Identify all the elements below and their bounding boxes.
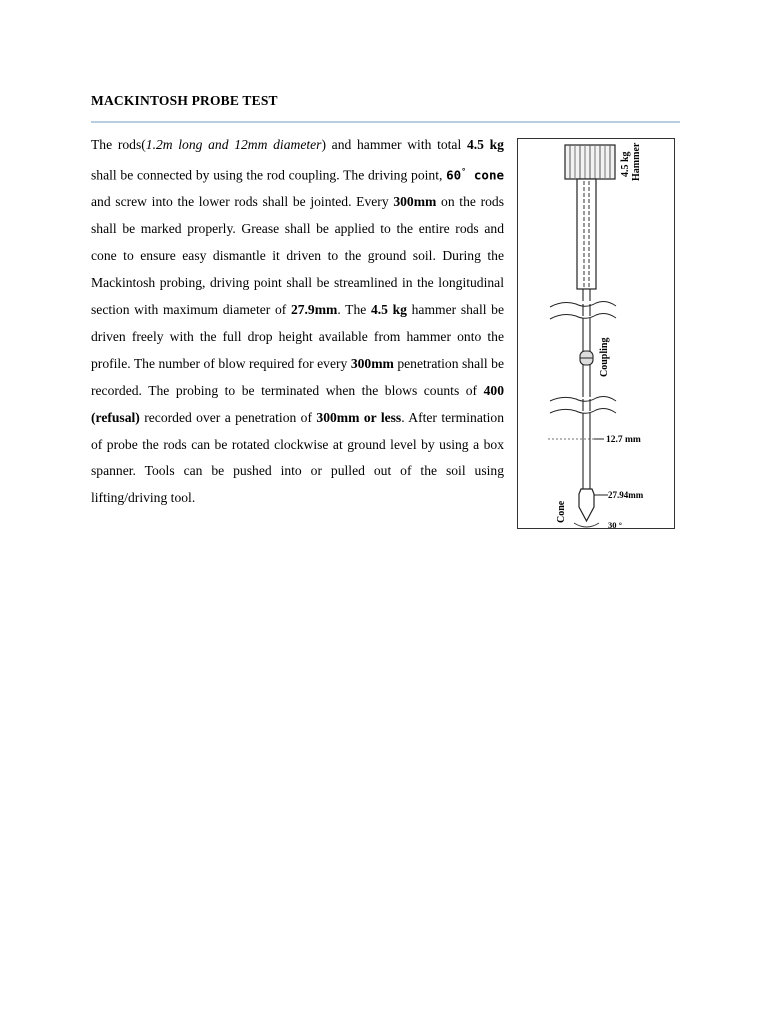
text-run: and screw into the lower rods shall be jointed. Every bbox=[91, 194, 394, 210]
probe-drawing bbox=[518, 139, 676, 530]
coupling-label: Coupling bbox=[599, 337, 610, 377]
rod-break-1 bbox=[550, 302, 616, 319]
rod-upper bbox=[583, 289, 590, 301]
text-run-bold: 60 bbox=[446, 167, 462, 183]
text-run-bold: 300mm bbox=[393, 194, 437, 210]
text-run: hammer shall be driven freely with the full drop height available from hammer onto the profile. The number of blow required for every bbox=[91, 301, 504, 371]
heading-divider bbox=[91, 121, 680, 123]
text-run-bold: 4.5 kg bbox=[370, 301, 407, 317]
rod-break-2 bbox=[550, 397, 616, 414]
cone-angle-label: 30 ° bbox=[608, 520, 623, 530]
hammer-label: Hammer bbox=[631, 142, 642, 181]
guide-tube bbox=[577, 179, 596, 289]
hammer-weight-label: 4.5 kg bbox=[620, 151, 631, 177]
text-run-bold: cone bbox=[466, 167, 504, 183]
text-run: . The bbox=[337, 301, 371, 317]
text-run-bold: 400 (refusal) bbox=[91, 382, 504, 425]
text-run: penetration shall be recorded. The probing to be terminated when the blows counts of bbox=[91, 355, 504, 398]
text-run: on the rods shall be marked properly. Grease shall be applied to the entire rods and cone to ensure easy dismantle it driven to the ground soil. During the Mackintosh probing, driving point shall be streamlined in the longitudinal section with maximum diameter of bbox=[91, 194, 504, 317]
cone-diameter-label: 27.94mm bbox=[608, 490, 644, 500]
rod-middle bbox=[580, 318, 593, 397]
text-run-bold: 27.9mm bbox=[290, 301, 338, 317]
text-run: The rods( bbox=[91, 137, 146, 152]
text-run: ) and hammer with total bbox=[321, 137, 467, 152]
rod-diameter-label: 12.7 mm bbox=[606, 435, 641, 445]
cone-label: Cone bbox=[556, 500, 567, 523]
text-run: . After termination of probe the rods can be rotated clockwise at ground level by using a box spanner. Tools can be pushed into or pulled out of the soil using lifting/driving tool. bbox=[91, 409, 505, 506]
text-run: recorded over a penetration of bbox=[139, 409, 317, 425]
probe-diagram bbox=[517, 138, 675, 529]
text-run-bold: 300mm or less bbox=[316, 409, 402, 425]
text-run-bold: 4.5 kg bbox=[466, 137, 504, 152]
rod-lower bbox=[583, 413, 590, 489]
hammer-block bbox=[565, 145, 615, 179]
body-paragraph bbox=[91, 132, 504, 512]
text-run-bold: 300mm bbox=[350, 355, 394, 371]
degree-symbol: ° bbox=[461, 166, 467, 176]
text-run: shall be connected by using the rod coupling. The driving point, bbox=[91, 167, 447, 183]
cone-point bbox=[574, 489, 608, 527]
text-run-italic: 1.2m long and 12mm diameter bbox=[145, 137, 322, 152]
page-heading: MACKINTOSH PROBE TEST bbox=[91, 93, 278, 108]
